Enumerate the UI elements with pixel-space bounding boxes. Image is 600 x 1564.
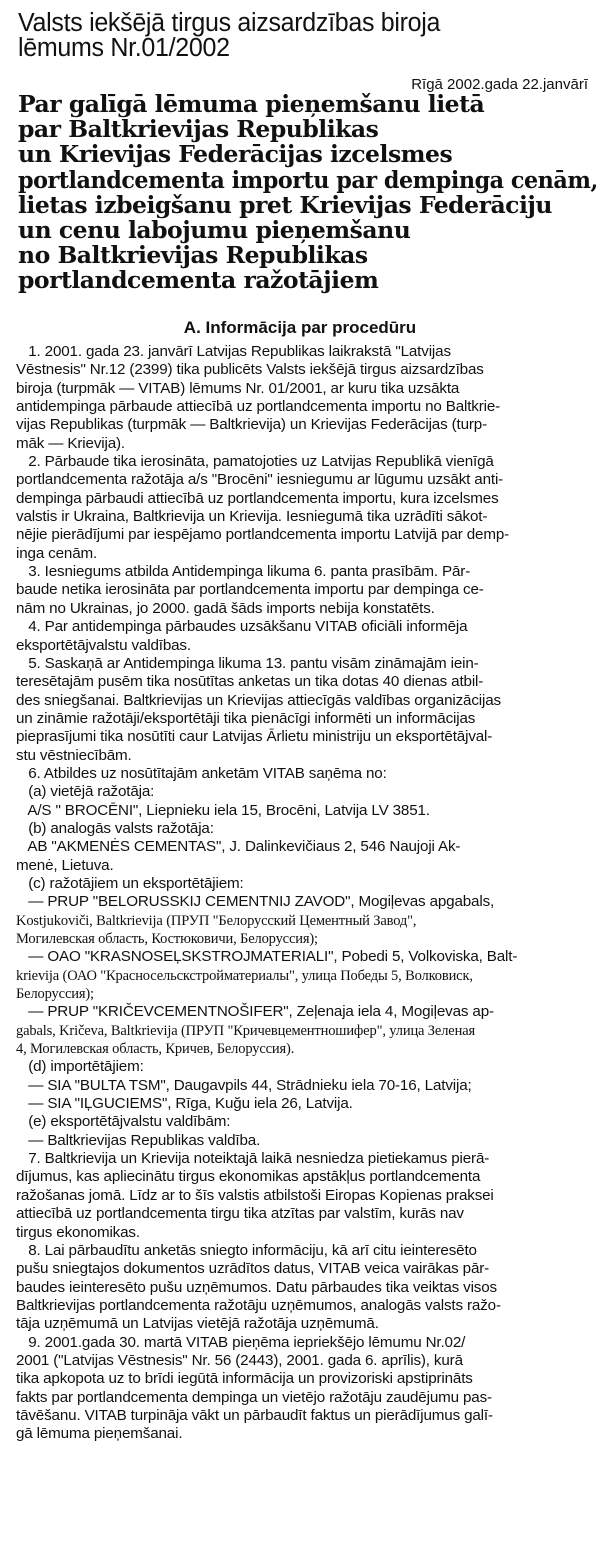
body-line: 1. 2001. gada 23. janvārī Latvijas Republikas laikrakstā "Latvijas xyxy=(16,343,451,360)
body-line: — OAO "KRASNOSEĻSKSTROJMATERIALI", Pobedi 5, Volkoviska, Balt- xyxy=(16,948,518,966)
body-line: krievija (ОАО "Красносельскстройматериалы", улица Победы 5, Волковиск, xyxy=(16,967,473,984)
title-line: par Baltkrievijas Republikas xyxy=(18,115,379,144)
body-line: 9. 2001.gada 30. martā VITAB pieņēma iepriekšējo lēmumu Nr.02/ xyxy=(16,1333,466,1351)
body-line: Baltkrievijas portlandcementa ražotāju uzņēmumos, analogās valsts ražo- xyxy=(16,1296,501,1314)
decision-title xyxy=(18,92,598,294)
body-line: 7. Baltkrievija un Krievija noteiktajā laikā nesniedza pietiekamus pierā- xyxy=(16,1150,490,1168)
document-date: Rīgā 2002.gada 22.janvārī xyxy=(411,76,588,93)
body-line: — PRUP "KRIČEVCEMENTNOŠIFER", Zeļenaja iela 4, Mogiļevas ap- xyxy=(16,1003,494,1021)
body-line: valstis ir Ukraina, Baltkrievija un Krievija. Iesniegumā tika uzrādīti sākot- xyxy=(16,508,488,526)
body-line: un zināmie ražotāji/eksportētāji tika pienācīgi informēti un informācijas xyxy=(16,709,476,727)
body-line: vijas Republikas (turpmāk — Baltkrievija) un Krievijas Federācijas (turp- xyxy=(16,416,487,434)
body-line: gā lēmuma pieņemšanai. xyxy=(16,1425,183,1443)
body-line: tāvēšanu. VITAB turpināja vākt un pārbaudīt faktus un pierādījumus galī- xyxy=(16,1406,493,1424)
article-body xyxy=(16,343,594,1444)
body-line: tika apkopota uz to brīdi iegūtā informācija un provizoriski apstiprināts xyxy=(16,1370,473,1388)
body-line: eksportētājvalstu valdības. xyxy=(16,636,191,654)
header-line-1: Valsts iekšējā tirgus aizsardzības biroja xyxy=(18,7,441,38)
body-line: ražošanas jomā. Līdz ar to šīs valstis atbilstoši Eiropas Kopienas praksei xyxy=(16,1186,494,1204)
body-line: — SIA "IĻGUCIEMS", Rīga, Kuğu iela 26, Latvija. xyxy=(16,1095,353,1113)
body-line: 5. Saskaņā ar Antidempinga likuma 13. pantu visām zināmajām iein- xyxy=(16,654,479,672)
body-line: nām no Ukrainas, jo 2000. gadā šāds imports nebija konstatēts. xyxy=(16,599,435,617)
body-line: (b) analogās valsts ražotāja: xyxy=(16,819,214,837)
body-line: baudes ieinteresēto pušu uzņēmumos. Datu pārbaudes tika veiktas visos xyxy=(16,1278,497,1296)
body-line: pušu sniegtajos dokumentos uzrādītos datus, VITAB veica vairākas pār- xyxy=(16,1260,490,1278)
body-line: Белоруссия); xyxy=(16,986,94,1003)
body-line: (c) ražotājiem un eksportētājiem: xyxy=(16,874,244,892)
body-line: inga cenām. xyxy=(16,544,98,562)
document-header xyxy=(18,7,588,63)
body-line: biroja (turpmāk — VITAB) lēmums Nr. 01/2001, ar kuru tika uzsākta xyxy=(16,379,460,397)
body-line: Могилевская область, Костюковичи, Белоруссия); xyxy=(16,931,318,947)
section-heading: A. Informācija par procedūru xyxy=(183,318,417,337)
body-line: dempinga pārbaudi attiecībā uz portlandcementa importu, kura izcelsmes xyxy=(16,489,499,507)
body-line: — PRUP "BELORUSSKIJ CEMENTNIJ ZAVOD", Mogiļevas apgabals, xyxy=(16,893,495,911)
body-line: (d) importētājiem: xyxy=(16,1058,144,1076)
body-line: baude netika ierosināta par portlandcementa importu par dempinga ce- xyxy=(16,581,484,599)
header-line-2: lēmums Nr.01/2002 xyxy=(18,33,230,63)
body-line: Kostjukoviči, Baltkrievija (ПРУП "Белорусский Цементный Завод", xyxy=(16,912,417,929)
body-line: stu vēstniecībām. xyxy=(16,746,132,764)
body-line: des sniegšanai. Baltkrievijas un Krievijas attiecīgās valdības organizācijas xyxy=(16,691,501,709)
body-line: tirgus ekonomikas. xyxy=(16,1223,140,1241)
body-line: A/S " BROCĒNI", Liepnieku iela 15, Brocēni, Latvija LV 3851. xyxy=(16,801,430,819)
body-line: attiecībā uz portlandcementa tirgu tika atzītas par valstīm, kurās nav xyxy=(16,1205,464,1223)
body-line: dījumus, kas apliecinātu tirgus ekonomikas apstākļus portlandcementa xyxy=(16,1168,481,1186)
body-line: (e) eksportētājvalstu valdībām: xyxy=(16,1113,231,1131)
body-line: gabals, Kričeva, Baltkrievija (ПРУП "Кричевцементношифер", улица Зеленая xyxy=(16,1022,475,1039)
body-line: 2001 ("Latvijas Vēstnesis" Nr. 56 (2443), 2001. gada 6. aprīlis), kurā xyxy=(16,1351,463,1369)
body-line: fakts par portlandcementa dempinga un vietējo ražotāju zaudējumu pas- xyxy=(16,1388,492,1406)
title-line: Par galīgā lēmuma pieņemšanu lietā xyxy=(18,90,485,118)
body-line: AB "AKMENĖS CEMENTAS", J. Dalinkevičiaus 2, 546 Naujoji Ak- xyxy=(16,838,461,856)
body-line: Vēstnesis" Nr.12 (2399) tika publicēts Valsts iekšējā tirgus aizsardzības xyxy=(16,361,484,379)
title-line: un cenu labojumu pieņemšanu xyxy=(18,216,411,245)
body-line: antidempinga pārbaude attiecībā uz portlandcementa importu no Baltkrie- xyxy=(16,398,501,416)
title-line: portlandcementa ražotājiem xyxy=(18,266,379,295)
body-line: 4. Par antidempinga pārbaudes uzsākšanu VITAB oficiāli informēja xyxy=(16,618,468,636)
body-line: 6. Atbildes uz nosūtītajām anketām VITAB saņēma no: xyxy=(16,764,387,782)
body-line: teresētajām pusēm tika nosūtītas anketas un tika dotas 40 dienas atbil- xyxy=(16,673,484,691)
body-line: menė, Lietuva. xyxy=(16,856,114,874)
body-line: pieprasījumi tika nosūtīti caur Latvijas Ārlietu ministriju un eksportētājval- xyxy=(16,728,493,746)
body-line: portlandcementa ražotāja a/s "Brocēni" iesniegumu ar lūgumu uzsākt anti- xyxy=(16,471,504,489)
body-line: 3. Iesniegums atbilda Antidempinga likuma 6. panta prasībām. Pār- xyxy=(16,563,471,581)
body-line: 2. Pārbaude tika ierosināta, pamatojoties uz Latvijas Republikā vienīgā xyxy=(16,453,494,471)
body-line: nējie pierādījumi par iespējamo portlandcementa importu Latvijā par demp- xyxy=(16,526,510,544)
body-line: 4, Могилевская область, Кричев, Белоруссия). xyxy=(16,1041,295,1058)
title-line: portlandcementa importu par dempinga cenām, xyxy=(18,165,598,194)
body-line: tāja uzņēmumā un Latvijas vietējā ražotāja uzņēmumā. xyxy=(16,1315,379,1333)
body-line: (a) vietējā ražotāja: xyxy=(16,783,155,801)
body-line: māk — Krievija). xyxy=(16,434,125,452)
title-line: lietas izbeigšanu pret Krievijas Federāciju xyxy=(18,190,552,219)
title-line: no Baltkrievijas Republikas xyxy=(18,241,368,270)
body-line: — Baltkrievijas Republikas valdība. xyxy=(16,1131,261,1149)
body-line: 8. Lai pārbaudītu anketās sniegto informāciju, kā arī citu ieinteresēto xyxy=(16,1241,477,1259)
title-line: un Krievijas Federācijas izcelsmes xyxy=(18,140,453,169)
body-line: — SIA "BULTA TSM", Daugavpils 44, Strādnieku iela 70-16, Latvija; xyxy=(16,1076,472,1094)
